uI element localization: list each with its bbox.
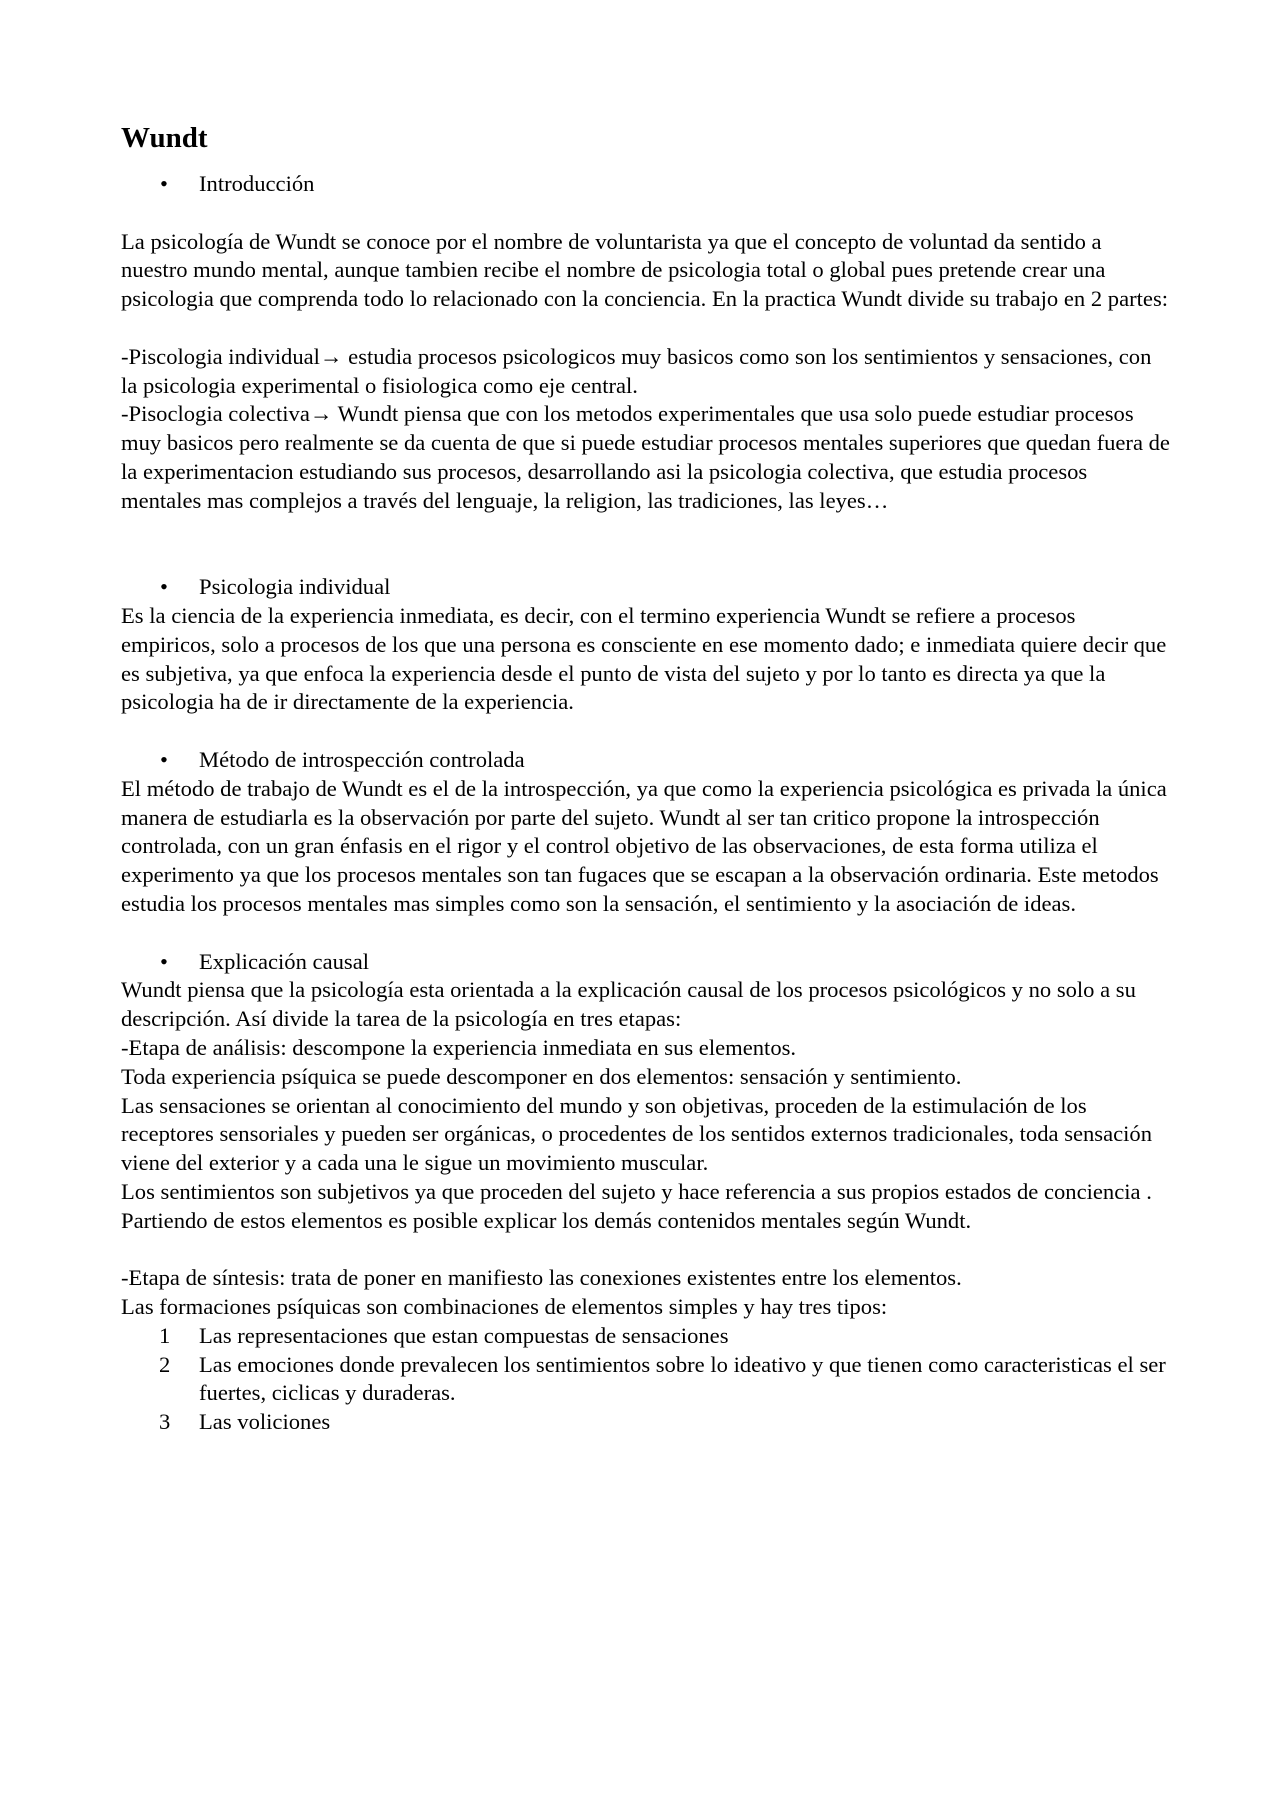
causal-paragraph-8: Las formaciones psíquicas son combinaciones de elementos simples y hay tres tipos:: [121, 1294, 888, 1320]
bullet-metodo: [121, 746, 1171, 775]
metodo-paragraph: El método de trabajo de Wundt es el de la introspección, ya que como la experiencia psicológica es privada la única manera de estudiarla es la observación por parte del sujeto. Wundt al ser tan critico propone la introspección controlada, con un gran énfasis en el rigor y el control objetivo de las observaciones, de esta forma utiliza el experimento ya que los procesos mentales son tan fugaces que se escapan a la observación ordinaria. Este metodos estudia los procesos mentales mas simples como son la sensación, el sentimiento y la asociación de ideas.: [121, 775, 1167, 916]
list-item: [121, 1408, 1171, 1437]
bullet-mark: •: [160, 948, 168, 974]
causal-paragraph-1: Wundt piensa que la psicología esta orientada a la explicación causal de los procesos psicológicos y no solo a su descripción. Así divide la tarea de la psicología en tres etapas:: [121, 977, 1136, 1032]
causal-paragraph-4: Las sensaciones se orientan al conocimiento del mundo y son objetivas, proceden de la estimulación de los receptores sensoriales y pueden ser orgánicas, o procedentes de los sentidos externos tradicionales, toda sensación viene del exterior y a cada una le sigue un movimiento muscular.: [121, 1092, 1153, 1176]
section-heading: Explicación causal: [199, 948, 370, 974]
section-heading: Introducción: [199, 171, 315, 196]
bullet-psicologia-individual: [121, 573, 1171, 602]
document-page: [121, 120, 1171, 1437]
list-number: 2: [159, 1351, 171, 1377]
intro-item-colectiva: -Pisoclogia colectiva→ Wundt piensa que con los metodos experimentales que usa solo puede estudiar procesos muy basicos pero realmente se da cuenta de que si puede estudiar procesos mentales superiores que quedan fuera de la experimentacion estudiando sus procesos, desarrollando asi la psicologia colectiva, que estudia procesos mentales mas complejos a través del lenguaje, la religion, las tradiciones, las leyes…: [121, 401, 1170, 513]
bullet-explicacion-causal: [121, 948, 1171, 977]
list-item: [121, 1351, 1171, 1409]
section-heading: Psicologia individual: [199, 574, 391, 600]
causal-etapa-analisis: -Etapa de análisis: descompone la experiencia inmediata en sus elementos.: [121, 1034, 797, 1060]
list-text: Las representaciones que estan compuestas de sensaciones: [199, 1322, 729, 1348]
causal-paragraph-5: Los sentimientos son subjetivos ya que proceden del sujeto y hace referencia a sus propios estados de conciencia .: [121, 1178, 1152, 1204]
bullet-mark: •: [160, 746, 168, 772]
list-item: [121, 1322, 1171, 1351]
list-number: 1: [159, 1322, 171, 1348]
bullet-mark: •: [160, 171, 168, 196]
document-title: Wundt: [121, 122, 208, 154]
section-heading: Método de introspección controlada: [199, 746, 525, 772]
list-text: Las emociones donde prevalecen los sentimientos sobre lo ideativo y que tienen como caracteristicas el ser fuertes, ciclicas y duraderas.: [199, 1351, 1166, 1406]
intro-item-individual: -Piscologia individual→ estudia procesos psicologicos muy basicos como son los sentimientos y sensaciones, con la psicologia experimental o fisiologica como eje central.: [121, 343, 1152, 398]
list-number: 3: [159, 1409, 171, 1435]
causal-paragraph-6: Partiendo de estos elementos es posible explicar los demás contenidos mentales según Wundt.: [121, 1207, 972, 1233]
intro-paragraph: La psicología de Wundt se conoce por el nombre de voluntarista ya que el concepto de voluntad da sentido a nuestro mundo mental, aunque tambien recibe el nombre de psicologia total o global pues pretende crear una psicologia que comprenda todo lo relacionado con la conciencia. En la practica Wundt divide su trabajo en 2 partes:: [121, 228, 1169, 312]
bullet-mark: •: [160, 574, 168, 600]
individual-paragraph: Es la ciencia de la experiencia inmediata, es decir, con el termino experiencia Wundt se refiere a procesos empiricos, solo a procesos de los que una persona es consciente en ese momento dado; e inmediata quiere decir que es subjetiva, ya que enfoca la experiencia desde el punto de vista del sujeto y por lo tanto es directa ya que la psicologia ha de ir directamente de la experiencia.: [121, 602, 1167, 715]
bullet-introduccion: [121, 170, 1171, 199]
causal-paragraph-3: Toda experiencia psíquica se puede descomponer en dos elementos: sensación y sentimiento.: [121, 1063, 962, 1089]
list-text: Las voliciones: [199, 1409, 331, 1435]
causal-etapa-sintesis: -Etapa de síntesis: trata de poner en manifiesto las conexiones existentes entre los elementos.: [121, 1265, 962, 1291]
